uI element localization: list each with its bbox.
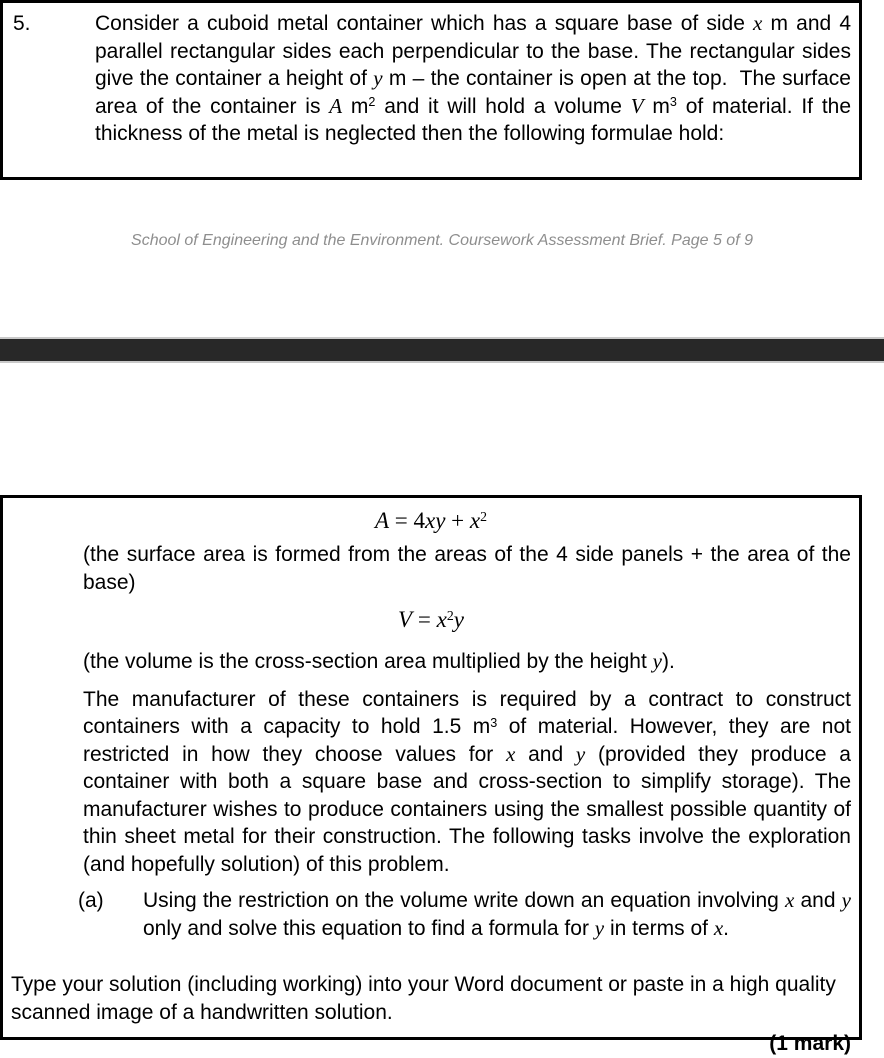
surface-area-formula: $A = 4xy + x^2$ [374, 508, 488, 533]
question-5-box [0, 0, 862, 180]
manufacturer-paragraph: The manufacturer of these containers is required by a contract to construct containers with a capacity to hold 1.5 $m^3$ of material. However, they are not restricted in how they choose values for x and y (provided they produce a container with both a square base and cross-section to simplify storage). The manufacturer wishes to produce containers using the smallest possible quantity of thin sheet metal for their construction. The following tasks involve the exploration (and hopefully solution) of this problem. [83, 687, 851, 876]
part-a-text: Using the restriction on the volume write down an equation involving x and y only and solve this equation to find a formula for y in terms of x. [143, 888, 851, 940]
question-text: Consider a cuboid metal container which has a square base of side x m and 4 parallel rectangular sides each perpendicular to the base. The rectangular sides give the container a height of y m – the container is open at the top. The surface area of the container is A $m^2$ and it will hold a volume V $m^3$ of material. If the thickness of the metal is neglected then the following formulae hold: [95, 11, 852, 145]
page-footer: School of Engineering and the Environment. Coursework Assessment Brief. Page 5 of 9 [131, 232, 753, 249]
part-a-label: (a) [78, 889, 104, 912]
formulae-box [0, 495, 862, 1055]
part-a-item [78, 887, 851, 942]
marks-label: (1 mark) [769, 1032, 851, 1055]
volume-note: (the volume is the cross-section area multiplied by the height y). [83, 649, 675, 673]
volume-formula: $V = x^2y$ [398, 607, 464, 632]
surface-area-note: (the surface area is formed from the areas of the 4 side panels + the area of the base) [83, 543, 851, 594]
question-number: 5. [13, 12, 31, 35]
solution-instruction: Type your solution (including working) into your Word document or paste in a high quality scanned image of a handwritten solution. [11, 973, 836, 1024]
page-break-separator [0, 337, 884, 363]
